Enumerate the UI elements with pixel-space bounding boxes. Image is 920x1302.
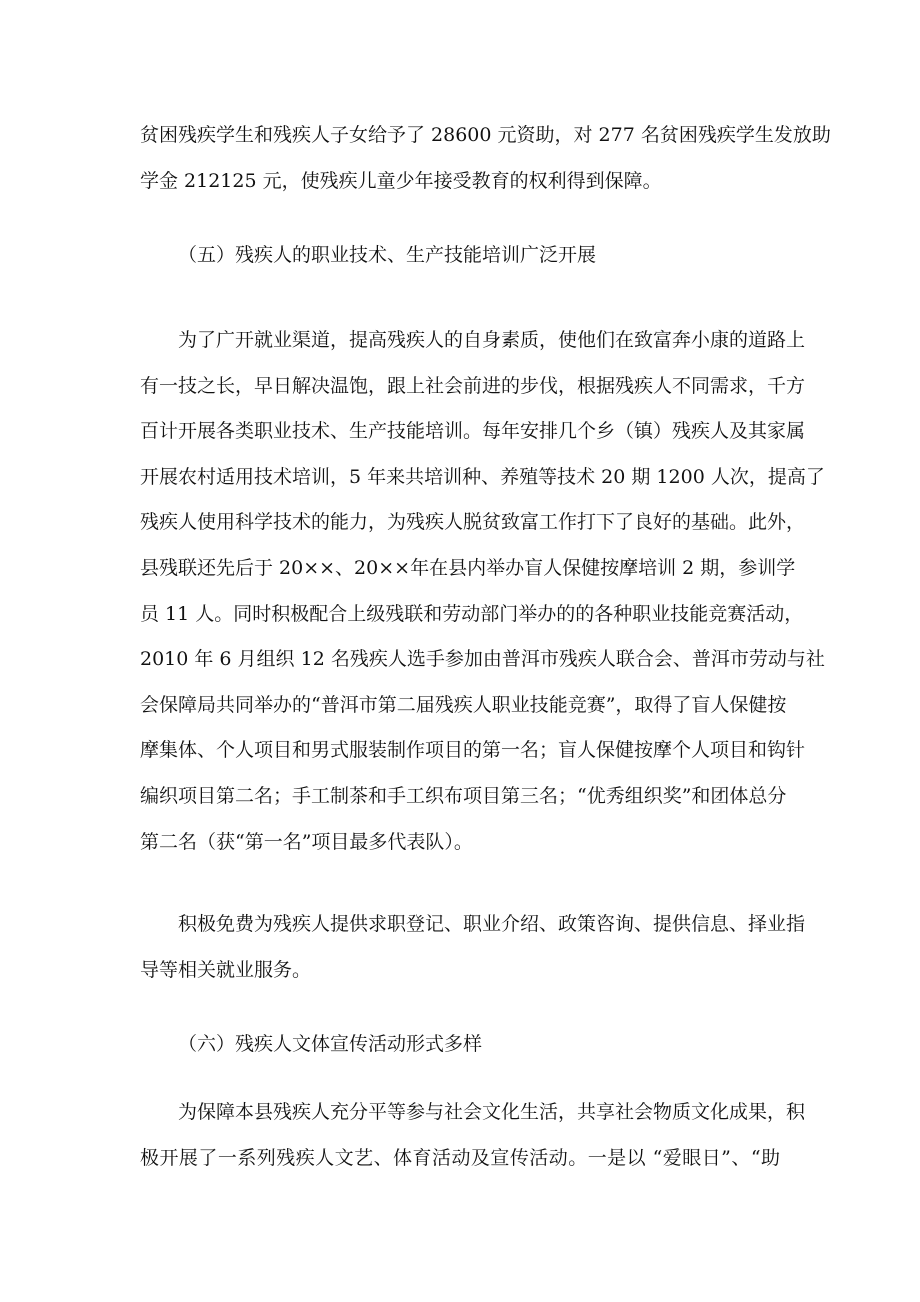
- text-line: 为了广开就业渠道，提高残疾人的自身素质，使他们在致富奔小康的道路上: [140, 329, 806, 351]
- text-line: 积极免费为残疾人提供求职登记、职业介绍、政策咨询、提供信息、择业指: [140, 913, 806, 935]
- text-line: 贫困残疾学生和残疾人子女给予了 28600 元资助，对 277 名贫困残疾学生发放助: [140, 124, 831, 146]
- section-heading-6: （六）残疾人文体宣传活动形式多样: [178, 1033, 483, 1055]
- section-heading-5: （五）残疾人的职业技术、生产技能培训广泛开展: [178, 244, 597, 266]
- text-line: 导等相关就业服务。: [140, 958, 312, 981]
- text-line: 员 11 人。同时积极配合上级残联和劳动部门举办的的各种职业技能竞赛活动，: [140, 602, 804, 625]
- text-line: 有一技之长，早日解决温饱，跟上社会前进的步伐，根据残疾人不同需求，千方: [140, 374, 806, 397]
- paragraph-cultural-activities: [140, 1090, 806, 1181]
- text-line: 学金 212125 元，使残疾儿童少年接受教育的权利得到保障。: [140, 169, 662, 192]
- paragraph-vocational-training: [140, 318, 825, 865]
- text-line: 摩集体、个人项目和男式服装制作项目的第一名；盲人保健按摩个人项目和钩针: [140, 739, 806, 762]
- paragraph-employment-services: [140, 902, 806, 993]
- text-line: 县残联还先后于 20××、20××年在县内举办盲人保健按摩培训 2 期，参训学: [140, 556, 796, 579]
- text-line: 极开展了一系列残疾人文艺、体育活动及宣传活动。一是以 “爱眼日”、“助: [140, 1146, 780, 1169]
- text-line: 第二名（获“第一名”项目最多代表队）。: [140, 830, 473, 853]
- text-line: 百计开展各类职业技术、生产技能培训。每年安排几个乡（镇）残疾人及其家属: [140, 420, 806, 443]
- text-line: 为保障本县残疾人充分平等参与社会文化生活，共享社会物质文化成果，积: [140, 1101, 806, 1123]
- text-line: 2010 年 6 月组织 12 名残疾人选手参加由普洱市残疾人联合会、普洱市劳动与社: [140, 648, 825, 671]
- paragraph-education-aid: [140, 113, 831, 204]
- text-line: 开展农村适用技术培训，5 年来共培训种、养殖等技术 20 期 1200 人次，提高了: [140, 465, 825, 488]
- text-line: 会保障局共同举办的“普洱市第二届残疾人职业技能竞赛”，取得了盲人保健按: [140, 693, 787, 716]
- text-line: 残疾人使用科学技术的能力，为残疾人脱贫致富工作打下了良好的基础。此外，: [140, 511, 806, 534]
- text-line: 编织项目第二名；手工制茶和手工织布项目第三名；“优秀组织奖”和团体总分: [140, 784, 787, 807]
